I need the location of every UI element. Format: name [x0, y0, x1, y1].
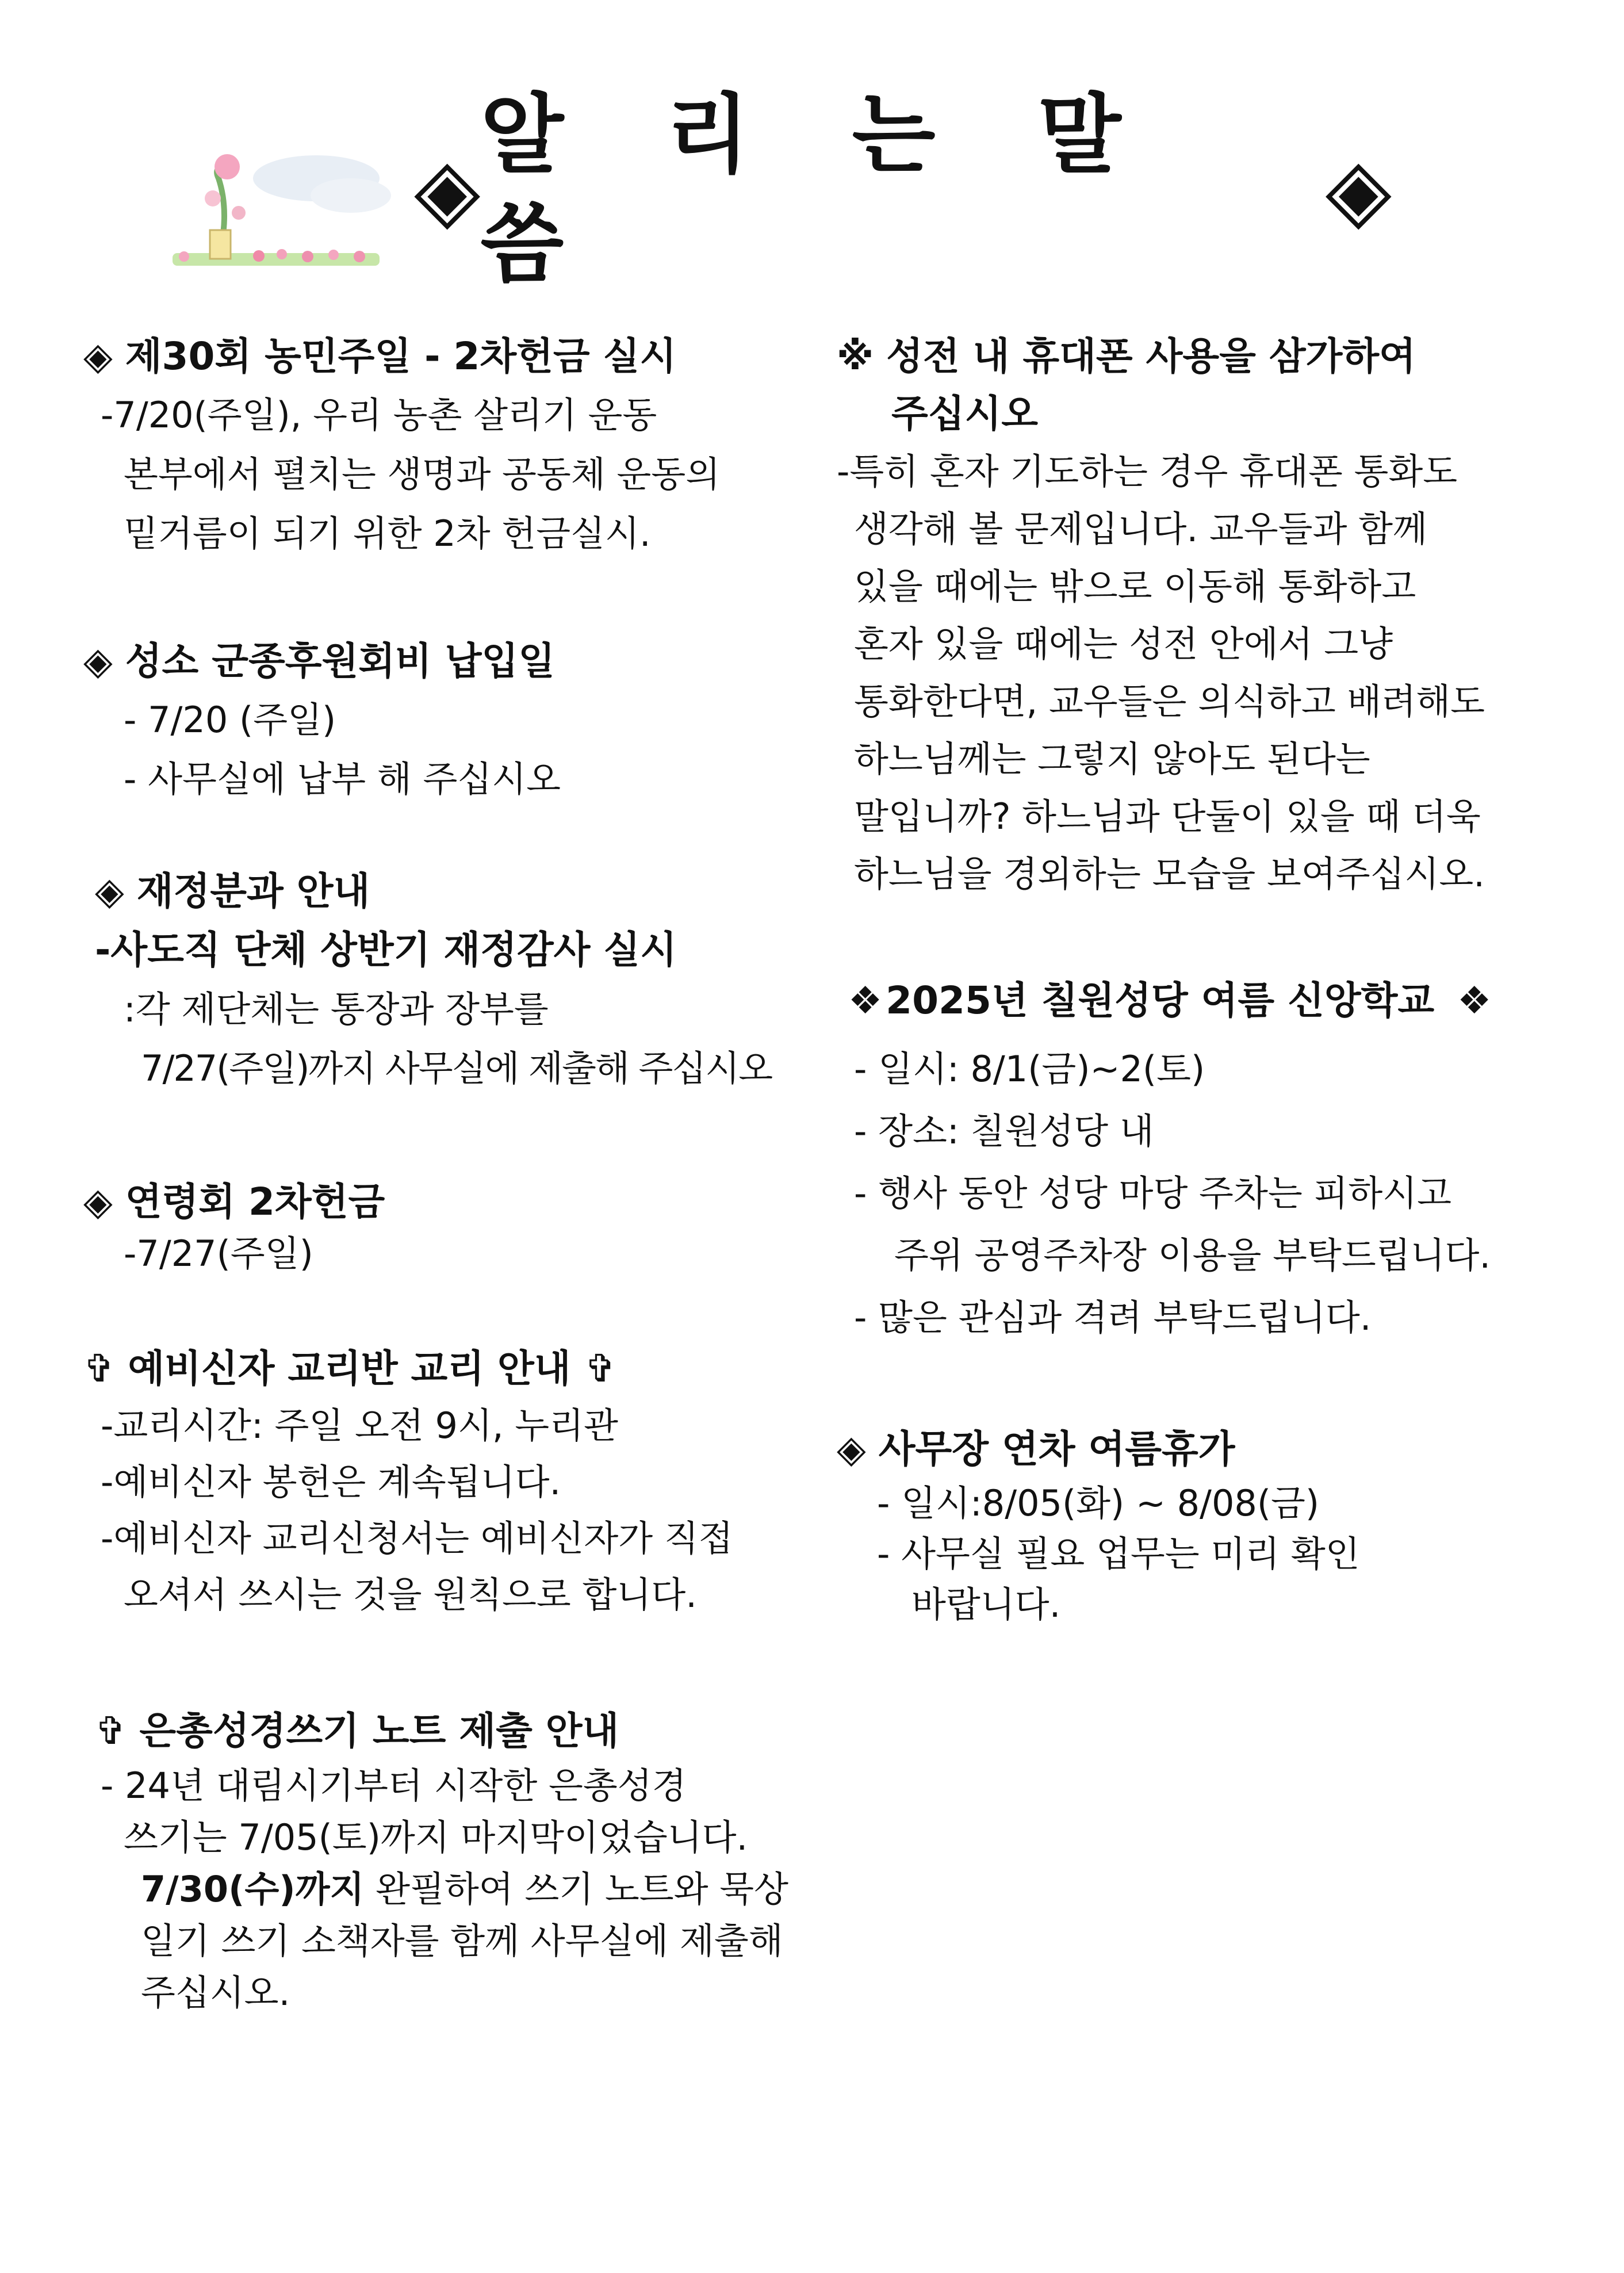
notice-bible-copying-submission — [83, 1702, 802, 2019]
notice-line: 생각해 볼 문제입니다. 교우들과 함께 — [854, 508, 1427, 550]
heading-text: 은총성경쓰기 노트 제출 안내 — [139, 1709, 619, 1753]
heading-text: 재정분과 안내 — [136, 869, 370, 913]
heading-text: 연령회 2차헌금 — [125, 1180, 385, 1224]
notice-line: - 24년 대림시기부터 시작한 은총성경 — [101, 1765, 687, 1807]
notice-phone-etiquette — [837, 328, 1556, 903]
cross-icon: ✞ — [83, 1346, 116, 1391]
notice-line: 있을 때에는 밖으로 이동해 통화하고 — [854, 565, 1416, 607]
notice-line: 혼자 있을 때에는 성전 안에서 그냥 — [854, 623, 1393, 665]
heading-continuation: 주십시오 — [891, 392, 1039, 436]
heading-text: 예비신자 교리반 교리 안내 — [128, 1346, 571, 1391]
flower-gate-illustration — [161, 144, 391, 276]
notice-line: 일기 쓰기 소책자를 함께 사무실에 제출해 — [141, 1920, 783, 1962]
notice-line: -예비신자 교리신청서는 예비신자가 직접 — [101, 1517, 733, 1559]
title-text: 알 리 는 말 씀 — [480, 85, 1158, 294]
section-heading — [83, 1702, 802, 1760]
notice-line: 7/27(주일)까지 사무실에 제출해 주십시오 — [141, 1047, 772, 1089]
notice-military-support-fee — [83, 633, 802, 809]
heading-text: 사무장 연차 여름휴가 — [878, 1427, 1235, 1471]
notice-line: - 일시:8/05(화) ~ 8/08(금) — [877, 1482, 1320, 1524]
notice-line: 하느님을 경외하는 모습을 보여주십시오. — [854, 853, 1485, 895]
notice-line: -특히 혼자 기도하는 경우 휴대폰 통화도 — [837, 450, 1458, 492]
notice-catechumen-class — [83, 1340, 802, 1623]
notice-line: 밑거름이 되기 위한 2차 헌금실시. — [124, 512, 651, 554]
section-heading — [83, 328, 802, 385]
heading-text: 제30회 농민주일 - 2차헌금 실시 — [125, 334, 677, 378]
notice-line — [83, 1863, 802, 1915]
diamond-flower-icon: ❖ — [1457, 978, 1492, 1023]
heading-text: 2025년 칠원성당 여름 신앙학교 — [886, 978, 1435, 1023]
notice-line: - 사무실에 납부 해 주십시오 — [124, 758, 561, 800]
notice-line: 쓰기는 7/05(토)까지 마지막이었습니다. — [124, 1816, 748, 1858]
notice-line: 주십시오. — [141, 1972, 290, 2014]
notice-finance-committee — [83, 863, 802, 1098]
section-heading — [83, 1340, 802, 1398]
notice-line: 하느님께는 그렇지 않아도 된다는 — [854, 738, 1370, 780]
notice-line: - 장소: 칠원성당 내 — [854, 1110, 1154, 1152]
page-title — [414, 85, 1392, 294]
notice-line: -7/20(주일), 우리 농촌 살리기 운동 — [101, 394, 657, 436]
notice-line: 본부에서 펼치는 생명과 공동체 운동의 — [124, 453, 721, 495]
notice-line: 바랍니다. — [911, 1583, 1061, 1625]
notice-office-manager-vacation — [837, 1421, 1556, 1630]
notice-line: - 7/20 (주일) — [124, 699, 336, 741]
title-diamond-left-icon: ◈ — [414, 140, 481, 240]
cross-icon: ✞ — [584, 1346, 616, 1391]
notice-line: :각 제단체는 통장과 장부를 — [124, 988, 549, 1030]
section-heading — [837, 1421, 1556, 1478]
notice-summer-faith-school — [837, 972, 1556, 1349]
reference-mark-icon: ※ — [837, 334, 874, 378]
diamond-icon: ◈ — [83, 639, 113, 683]
notice-line: - 일시: 8/1(금)~2(토) — [854, 1048, 1205, 1090]
diamond-icon: ◈ — [95, 869, 124, 913]
notice-funeral-society-collection — [83, 1173, 802, 1277]
diamond-icon: ◈ — [83, 334, 113, 378]
notice-line: - 사무실 필요 업무는 미리 확인 — [877, 1533, 1360, 1575]
notice-line: 말입니까? 하느님과 단둘이 있을 때 더욱 — [854, 795, 1481, 837]
diamond-flower-icon: ❖ — [848, 978, 883, 1023]
notice-line: -예비신자 봉헌은 계속됩니다. — [101, 1461, 561, 1503]
notice-line: - 많은 관심과 격려 부탁드립니다. — [854, 1296, 1372, 1338]
notice-farmers-sunday — [83, 328, 802, 563]
section-heading — [83, 863, 802, 920]
notice-line: - 행사 동안 성당 마당 주차는 피하시고 — [854, 1172, 1452, 1214]
notice-subheading: -사도직 단체 상반기 재정감사 실시 — [95, 928, 677, 972]
deadline-date: 7/30(수)까지 — [141, 1868, 365, 1910]
line-text: 완필하여 쓰기 노트와 묵상 — [364, 1868, 789, 1910]
notice-line: -7/27(주일) — [124, 1233, 313, 1275]
notice-line: 통화한다면, 교우들은 의식하고 배려해도 — [854, 680, 1485, 722]
title-diamond-right-icon: ◈ — [1325, 140, 1392, 240]
notice-line: 오셔서 쓰시는 것을 원칙으로 합니다. — [124, 1574, 697, 1616]
section-heading — [83, 1173, 802, 1231]
notice-line: 주위 공영주차장 이용을 부탁드립니다. — [894, 1234, 1491, 1276]
notice-line: -교리시간: 주일 오전 9시, 누리관 — [101, 1405, 618, 1447]
section-heading — [837, 328, 1556, 385]
diamond-icon: ◈ — [83, 1180, 113, 1224]
section-heading — [837, 972, 1556, 1030]
heading-text: 성소 군종후원회비 납입일 — [125, 639, 556, 683]
section-heading — [83, 633, 802, 690]
heading-text: 성전 내 휴대폰 사용을 삼가하여 — [886, 334, 1416, 378]
cross-icon: ✞ — [95, 1709, 127, 1753]
diamond-icon: ◈ — [837, 1427, 866, 1471]
